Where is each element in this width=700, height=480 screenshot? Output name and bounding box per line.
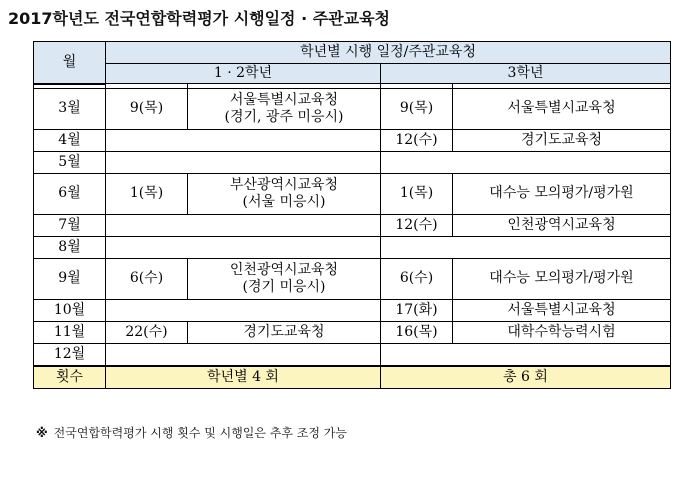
table-row <box>34 343 671 366</box>
g12-org-line2: (경기, 광주 미응시) <box>224 108 344 125</box>
g3-date-cell: 1(목) <box>381 173 453 214</box>
g3-empty-cell <box>381 151 671 173</box>
month-cell: 6월 <box>34 173 106 214</box>
month-cell: 4월 <box>34 129 106 151</box>
g3-org-cell: 서울특별시교육청 <box>453 299 671 321</box>
month-cell: 11월 <box>34 321 106 343</box>
g12-empty-cell <box>106 214 381 236</box>
g12-date-cell: 22(수) <box>106 321 188 343</box>
g3-empty-cell <box>381 343 671 366</box>
table-row <box>34 321 671 343</box>
g3-date-cell: 16(목) <box>381 321 453 343</box>
header-row <box>34 42 671 64</box>
table-row <box>34 151 671 173</box>
g3-org-cell: 경기도교육청 <box>453 129 671 151</box>
g12-empty-cell <box>106 236 381 258</box>
g3-org-cell: 대학수학능력시험 <box>453 321 671 343</box>
g3-date-cell: 12(수) <box>381 214 453 236</box>
g12-org-line1: 인천광역시교육청 <box>229 261 339 278</box>
g12-org-cell: 경기도교육청 <box>188 321 381 343</box>
footnote <box>36 424 347 441</box>
grade-header-row <box>34 64 671 84</box>
g3-date-cell: 17(화) <box>381 299 453 321</box>
g12-empty-cell <box>106 151 381 173</box>
g12-total: 학년별 4 회 <box>106 366 381 389</box>
g12-org-cell <box>188 173 381 214</box>
month-cell: 7월 <box>34 214 106 236</box>
table-row <box>34 258 671 299</box>
grade3-header: 3학년 <box>381 64 671 84</box>
g12-empty-cell <box>106 299 381 321</box>
month-cell: 5월 <box>34 151 106 173</box>
g12-org-cell <box>188 88 381 129</box>
schedule-table <box>33 41 671 389</box>
g12-org-line2: (서울 미응시) <box>242 193 326 210</box>
page-title: 2017학년도 전국연합학력평가 시행일정 · 주관교육청 <box>8 9 391 28</box>
table-row <box>34 173 671 214</box>
month-cell: 3월 <box>34 88 106 129</box>
schedule-main-header: 학년별 시행 일정/주관교육청 <box>106 42 671 64</box>
table-row <box>34 129 671 151</box>
g12-empty-cell <box>106 343 381 366</box>
table-row <box>34 88 671 129</box>
g3-org-cell: 대수능 모의평가/평가원 <box>453 173 671 214</box>
month-cell: 10월 <box>34 299 106 321</box>
table-row <box>34 214 671 236</box>
g3-total: 총 6 회 <box>381 366 671 389</box>
month-cell: 8월 <box>34 236 106 258</box>
month-column-header: 월 <box>34 42 106 84</box>
g12-org-line1: 부산광역시교육청 <box>229 176 339 193</box>
g3-empty-cell <box>381 236 671 258</box>
g12-date-cell: 1(목) <box>106 173 188 214</box>
g3-date-cell: 12(수) <box>381 129 453 151</box>
month-cell: 12월 <box>34 343 106 366</box>
note-mark: ※ <box>36 426 48 440</box>
g12-empty-cell <box>106 129 381 151</box>
g3-org-cell: 대수능 모의평가/평가원 <box>453 258 671 299</box>
g12-org-line2: (경기 미응시) <box>242 278 326 295</box>
g3-date-cell: 6(수) <box>381 258 453 299</box>
month-cell: 9월 <box>34 258 106 299</box>
table-row <box>34 236 671 258</box>
g3-org-cell: 서울특별시교육청 <box>453 88 671 129</box>
g12-date-cell: 6(수) <box>106 258 188 299</box>
note-text: 전국연합학력평가 시행 횟수 및 시행일은 추후 조정 가능 <box>53 426 347 440</box>
table-row <box>34 299 671 321</box>
g12-date-cell: 9(목) <box>106 88 188 129</box>
g12-org-line1: 서울특별시교육청 <box>229 91 339 108</box>
g3-org-cell: 인천광역시교육청 <box>453 214 671 236</box>
g12-org-cell <box>188 258 381 299</box>
g3-date-cell: 9(목) <box>381 88 453 129</box>
totals-row <box>34 366 671 389</box>
totals-label: 횟수 <box>34 366 106 389</box>
grade12-header: 1 · 2학년 <box>106 64 381 84</box>
